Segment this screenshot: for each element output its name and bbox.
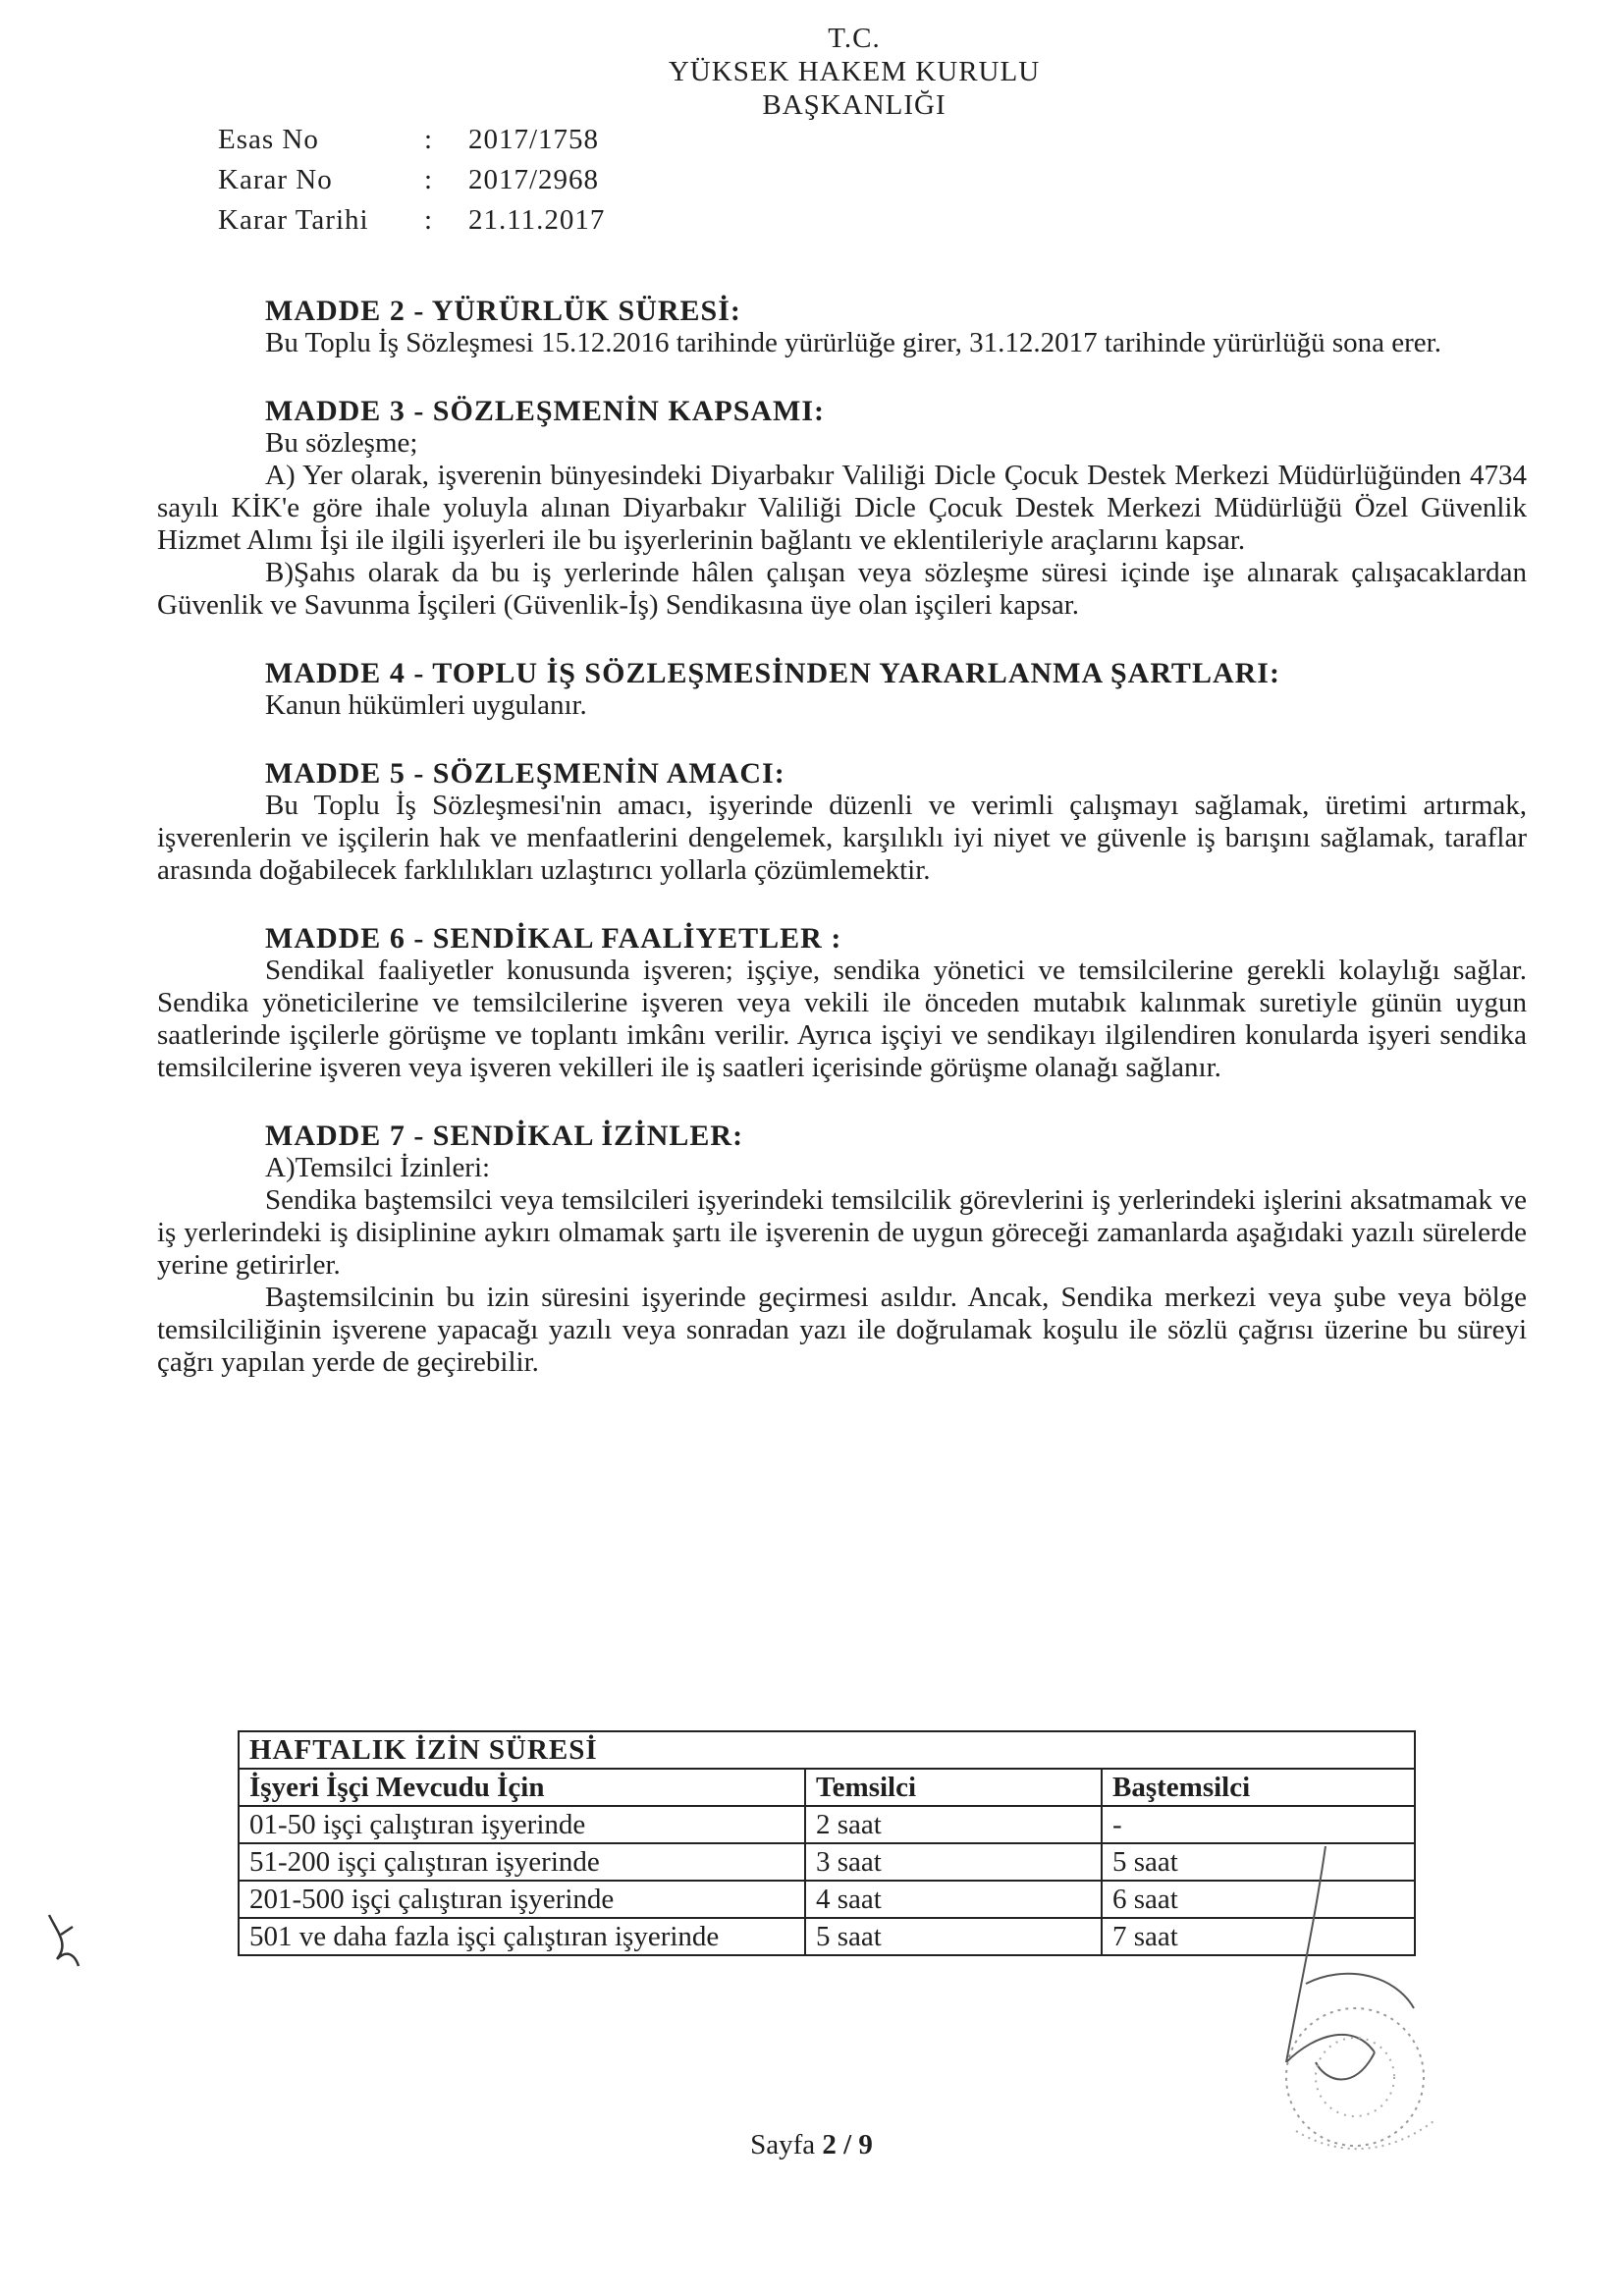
document-body (157, 295, 1527, 1414)
meta-value: 21.11.2017 (468, 204, 606, 236)
meta-value: 2017/2968 (468, 164, 600, 195)
section-madde-3 (157, 395, 1527, 622)
table-cell: 2 saat (805, 1806, 1102, 1843)
paragraph: Kanun hükümleri uygulanır. (265, 689, 587, 721)
section-madde-7 (157, 1120, 1527, 1379)
section-madde-4 (157, 657, 1527, 722)
meta-row-karar (218, 160, 605, 200)
meta-row-tarih (218, 200, 605, 241)
table-cell: 6 saat (1102, 1881, 1415, 1918)
table-cell: 4 saat (805, 1881, 1102, 1918)
table-cell: 51-200 işçi çalıştıran işyerinde (239, 1843, 805, 1881)
section-madde-2 (157, 295, 1527, 359)
meta-label: Karar No (218, 164, 333, 195)
section-heading: MADDE 6 - SENDİKAL FAALİYETLER : (265, 922, 842, 955)
header-line-2: YÜKSEK HAKEM KURULU (668, 56, 1041, 87)
meta-value: 2017/1758 (468, 124, 600, 155)
table-cell: 01-50 işçi çalıştıran işyerinde (239, 1806, 805, 1843)
meta-colon: : (424, 204, 433, 236)
paragraph: Bu Toplu İş Sözleşmesi 15.12.2016 tarihinde yürürlüğe girer, 31.12.2017 tarihinde yürürlüğü sona erer. (265, 327, 1441, 358)
table-cell: 5 saat (805, 1918, 1102, 1955)
section-heading: MADDE 7 - SENDİKAL İZİNLER: (265, 1120, 744, 1152)
meta-colon: : (424, 124, 433, 155)
table-cell: - (1102, 1806, 1415, 1843)
footer-prefix: Sayfa (750, 2129, 816, 2160)
paragraph: Bu sözleşme; (265, 427, 418, 459)
subheading: A)Temsilci İzinleri: (265, 1152, 491, 1183)
institution-header (609, 22, 1100, 122)
case-meta (218, 120, 605, 241)
header-line-3: BAŞKANLIĞI (762, 89, 947, 121)
header-line-1: T.C. (828, 23, 881, 54)
meta-row-esas (218, 120, 605, 160)
column-header: Baştemsilci (1102, 1769, 1415, 1806)
section-heading: MADDE 2 - YÜRÜRLÜK SÜRESİ: (265, 295, 741, 327)
section-madde-6 (157, 922, 1527, 1084)
page-footer (0, 2129, 1623, 2161)
paragraph: Baştemsilcinin bu izin süresini işyerinde geçirmesi asıldır. Ancak, Sendika merkezi veya şube veya bölge temsilciliğinin işverene yapacağı yazılı veya sonradan yazı ile doğrulamak koşulu ile sözlü çağrısı üzerine bu süreyi çağrı yapılan yerde de geçirebilir. (157, 1282, 1527, 1378)
column-header: Temsilci (805, 1769, 1102, 1806)
table-title: HAFTALIK İZİN SÜRESİ (239, 1731, 1415, 1769)
meta-colon: : (424, 164, 433, 195)
paragraph: Sendikal faaliyetler konusunda işveren; işçiye, sendika yönetici ve temsilcilerine gerekli kolaylığı sağlar. Sendika yöneticilerine ve temsilcilerine işveren veya vekili ile önceden mutabık kalınmak suretiyle günün uygun saatlerinde işçilerle görüşme ve toplantı imkânı verilir. Ayrıca işçiyi ve sendikayı ilgilendiren konularda işyeri sendika temsilcilerine işveren veya işveren vekilleri ile iş saatleri içerisinde görüşme olanağı sağlanır. (157, 955, 1527, 1083)
section-heading: MADDE 4 - TOPLU İŞ SÖZLEŞMESİNDEN YARARLANMA ŞARTLARI: (265, 657, 1280, 689)
table-cell: 7 saat (1102, 1918, 1415, 1955)
table-title-row (239, 1731, 1415, 1769)
table-cell: 501 ve daha fazla işçi çalıştıran işyerinde (239, 1918, 805, 1955)
paragraph: Bu Toplu İş Sözleşmesi'nin amacı, işyerinde düzenli ve verimli çalışmayı sağlamak, üretimi artırmak, işverenlerin ve işçilerin hak ve menfaatlerini dengelemek, karşılıklı iyi niyet ve güvenle iş barışını sağlamak, taraflar arasında doğabilecek farklılıkları uzlaştırıcı yollarla çözümlemektir. (157, 790, 1527, 886)
paragraph: B)Şahıs olarak da bu iş yerlerinde hâlen çalışan veya sözleşme süresi içinde işe alınarak çalışacaklardan Güvenlik ve Savunma İşçileri (Güvenlik-İş) Sendikasına üye olan işçileri kapsar. (157, 557, 1527, 621)
section-heading: MADDE 5 - SÖZLEŞMENİN AMACI: (265, 757, 785, 790)
table-cell: 5 saat (1102, 1843, 1415, 1881)
paragraph: A) Yer olarak, işverenin bünyesindeki Diyarbakır Valiliği Dicle Çocuk Destek Merkezi Müdürlüğünden 4734 sayılı KİK'e göre ihale yoluyla alınan Diyarbakır Valiliği Dicle Çocuk Destek Merkezi Müdürlüğü Özel Güvenlik Hizmet Alımı İşi ile ilgili işyerleri ile bu işyerlerinin bağlantı ve eklentileriyle araçlarını kapsar. (157, 460, 1527, 556)
table-header-row (239, 1769, 1415, 1806)
table-cell: 201-500 işçi çalıştıran işyerinde (239, 1881, 805, 1918)
page-number: 2 / 9 (822, 2129, 873, 2160)
paragraph: Sendika baştemsilci veya temsilcileri işyerindeki temsilcilik görevlerini iş yerlerindeki işlerini aksatmamak ve iş yerlerindeki iş disiplinine aykırı olmamak şartı ile işverenin de uygun göreceği zamanlarda aşağıdaki yazılı sürelerde yerine getirirler. (157, 1184, 1527, 1281)
table-cell: 3 saat (805, 1843, 1102, 1881)
meta-label: Esas No (218, 124, 319, 155)
section-heading: MADDE 3 - SÖZLEŞMENİN KAPSAMI: (265, 395, 826, 427)
meta-label: Karar Tarihi (218, 204, 369, 236)
column-header: İşyeri İşçi Mevcudu İçin (239, 1769, 805, 1806)
margin-initial-signature (39, 1905, 88, 1974)
section-madde-5 (157, 757, 1527, 887)
